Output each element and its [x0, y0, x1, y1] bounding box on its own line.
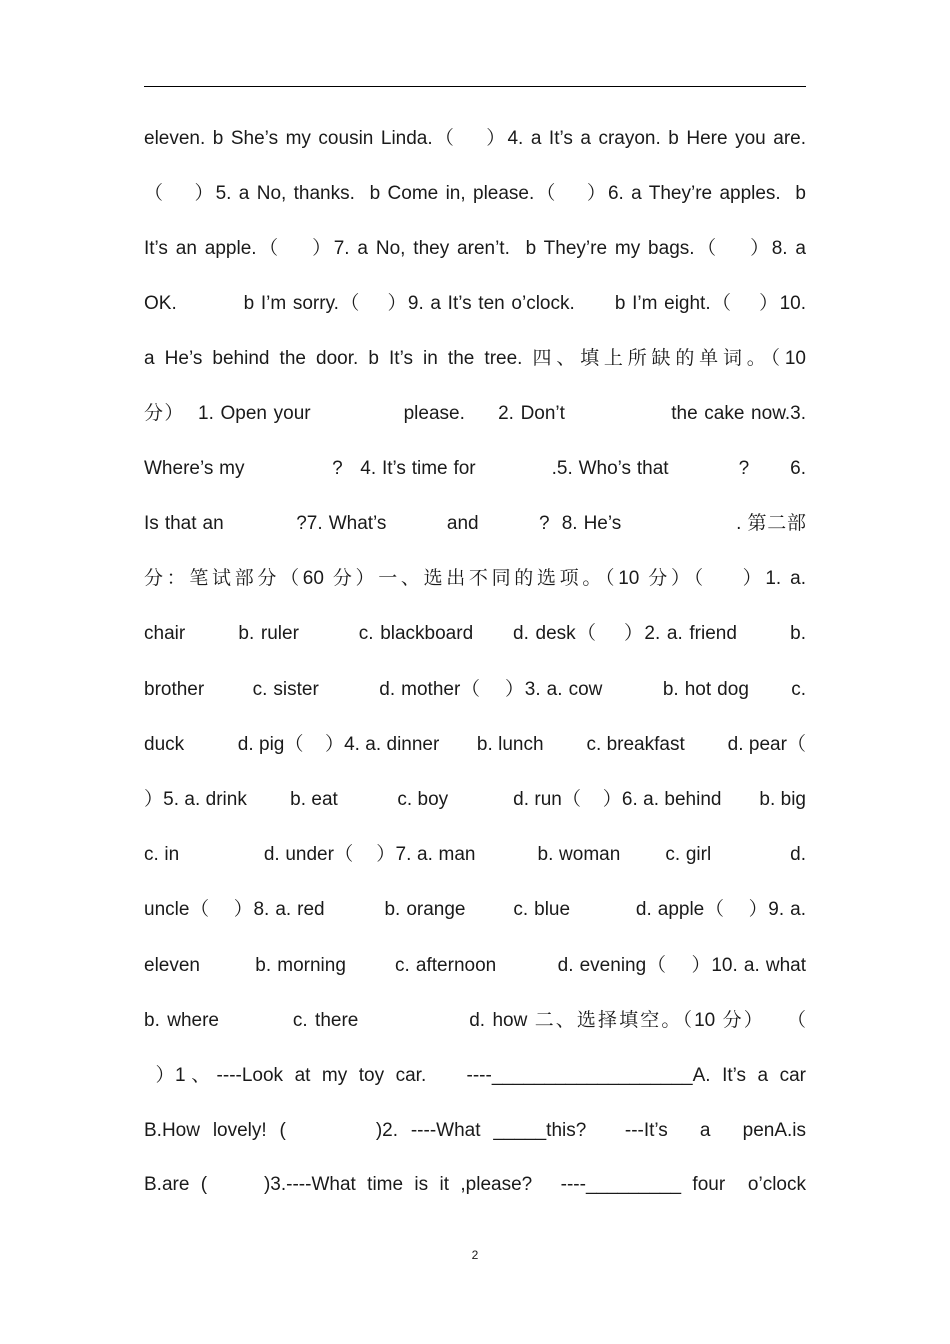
text-line-6: 分） 1. Open your please. 2. Don’t the cake now.3. — [144, 403, 806, 424]
text-line-4: OK. b I’m sorry.（ ）9. a It’s ten o’clock. b I’m eight.（ ）10. — [144, 293, 806, 314]
text-line-2: （ ）5. a No, thanks. b Come in, please.（ ）6. a They’re apples. b — [144, 183, 806, 204]
text-line-20: B.are ( )3.----What time is it ,please? ----_________ four o’clock — [144, 1174, 806, 1195]
text-line-7: Where’s my ? 4. It’s time for .5. Who’s that ? 6. — [144, 458, 806, 479]
page-number: 2 — [471, 1248, 479, 1262]
text-line-8: Is that an ?7. What’s and ? 8. He’s . 第二部 — [144, 513, 806, 534]
text-line-15: uncle（ ）8. a. red b. orange c. blue d. apple（ ）9. a. — [144, 899, 806, 920]
text-line-5: a He’s behind the door. b It’s in the tree. 四、填上所缺的单词。（10 — [144, 348, 806, 369]
text-line-14: c. in d. under（ ）7. a. man b. woman c. girl d. — [144, 844, 806, 865]
text-line-12: duck d. pig（ ）4. a. dinner b. lunch c. breakfast d. pear（ — [144, 734, 806, 755]
text-line-16: eleven b. morning c. afternoon d. evening（ ）10. a. what — [144, 955, 806, 976]
text-line-9: 分：笔试部分（60 分）一、选出不同的选项。（10 分）（ ）1. a. — [144, 568, 806, 589]
text-line-11: brother c. sister d. mother（ ）3. a. cow b. hot dog c. — [144, 679, 806, 700]
header-rule — [144, 86, 806, 87]
text-line-3: It’s an apple.（ ）7. a No, they aren’t. b They’re my bags.（ ）8. a — [144, 238, 806, 259]
text-line-19: B.How lovely! ( )2. ----What _____this? ---It’s a penA.is — [144, 1120, 806, 1141]
text-line-1: eleven. b She’s my cousin Linda.（ ）4. a It’s a crayon. b Here you are. — [144, 128, 806, 149]
text-line-10: chair b. ruler c. blackboard d. desk（ ）2. a. friend b. — [144, 623, 806, 644]
text-line-18: ）1 、 ----Look at my toy car. ----___________________A. It’s a car — [144, 1065, 806, 1086]
text-line-13: ）5. a. drink b. eat c. boy d. run（ ）6. a. behind b. big — [144, 789, 806, 810]
text-line-17: b. where c. there d. how 二、选择填空。（10 分） （ — [144, 1010, 806, 1031]
